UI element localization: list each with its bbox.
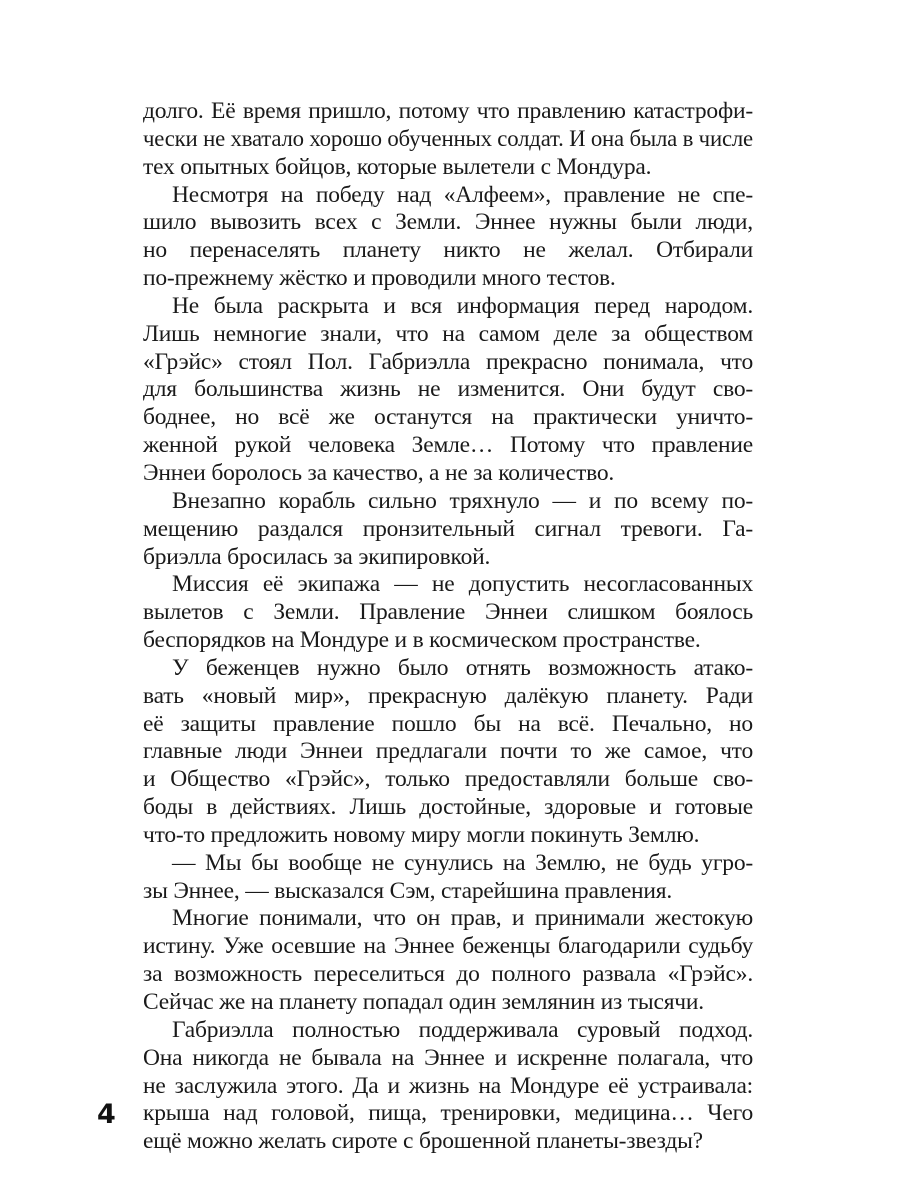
text-line: главные люди Эннеи предлагали почти то же самое, что — [143, 738, 753, 765]
text-line: тех опытных бойцов, которые вылетели с Мондура. — [143, 153, 652, 180]
text-line: Сейчас же на планету попадал один землянин из тысячи. — [143, 989, 704, 1015]
text-line: ещё можно желать сироте с брошенной планеты-звезды? — [143, 1128, 703, 1155]
text-line: зы Эннее, — высказался Сэм, старейшина правления. — [143, 877, 673, 904]
text-line: чески не хватало хорошо обученных солдат. И она была в числе — [143, 125, 753, 152]
text-line: «Грэйс» стоял Пол. Габриэлла прекрасно понимала, что — [143, 348, 753, 375]
text-line: и Общество «Грэйс», только предоставляли больше сво- — [143, 766, 753, 793]
text-line: боды в действиях. Лишь достойные, здоровые и готовые — [143, 794, 753, 821]
text-line: боднее, но всё же останутся на практически уничто- — [143, 404, 753, 431]
text-line: для большинства жизнь не изменится. Они будут сво- — [143, 376, 753, 403]
text-line: Лишь немногие знали, что на самом деле за обществом — [143, 320, 753, 347]
text-line: бриэлла бросилась за экипировкой. — [143, 543, 491, 570]
text-line: долго. Её время пришло, потому что правлению катастрофи- — [143, 98, 753, 124]
text-line: истину. Уже осевшие на Эннее беженцы благодарили судьбу — [143, 933, 753, 960]
page-number: 4 — [97, 1099, 116, 1130]
text-line: Эннеи боролось за качество, а не за количество. — [143, 459, 615, 486]
paragraph-first-line: Не была раскрыта и вся информация перед народом. — [172, 292, 753, 319]
text-line: Она никогда не бывала на Эннее и искренне полагала, что — [143, 1044, 753, 1071]
paragraph-first-line: — Мы бы вообще не сунулись на Землю, не будь угро- — [172, 849, 753, 876]
text-line: её защиты правление пошло бы на всё. Печально, но — [143, 710, 753, 737]
text-line: шило вывозить всех с Земли. Эннее нужны были люди, — [143, 209, 753, 236]
paragraph-first-line: Внезапно корабль сильно тряхнуло — и по всему по- — [172, 487, 753, 514]
text-line: крыша над головой, пища, тренировки, медицина… Чего — [143, 1100, 753, 1127]
paragraph-first-line: Миссия её экипажа — не допустить несогласованных — [172, 571, 753, 598]
text-line: вать «новый мир», прекрасную далёкую планету. Ради — [143, 682, 753, 709]
text-line: не заслужила этого. Да и жизнь на Мондуре её устраивала: — [143, 1072, 753, 1099]
text-line: мещению раздался пронзительный сигнал тревоги. Га- — [143, 515, 753, 542]
paragraph-first-line: Многие понимали, что он прав, и принимали жестокую — [172, 905, 753, 932]
text-line: вылетов с Земли. Правление Эннеи слишком боялось — [143, 599, 753, 626]
text-line: беспорядков на Мондуре и в космическом пространстве. — [143, 627, 701, 654]
paragraph-first-line: Несмотря на победу над «Алфеем», правление не спе- — [172, 181, 753, 208]
text-line: что-то предложить новому миру могли покинуть Землю. — [143, 821, 700, 848]
text-line: за возможность переселиться до полного развала «Грэйс». — [143, 961, 753, 988]
page-body-text — [143, 98, 753, 1156]
text-line: женной рукой человека Земле… Потому что правление — [143, 432, 753, 459]
paragraph-first-line: У беженцев нужно было отнять возможность атако- — [172, 654, 753, 681]
paragraph-first-line: Габриэлла полностью поддерживала суровый подход. — [172, 1016, 753, 1043]
text-line: но перенаселять планету никто не желал. Отбирали — [143, 237, 753, 264]
text-line: по-прежнему жёстко и проводили много тестов. — [143, 265, 616, 292]
